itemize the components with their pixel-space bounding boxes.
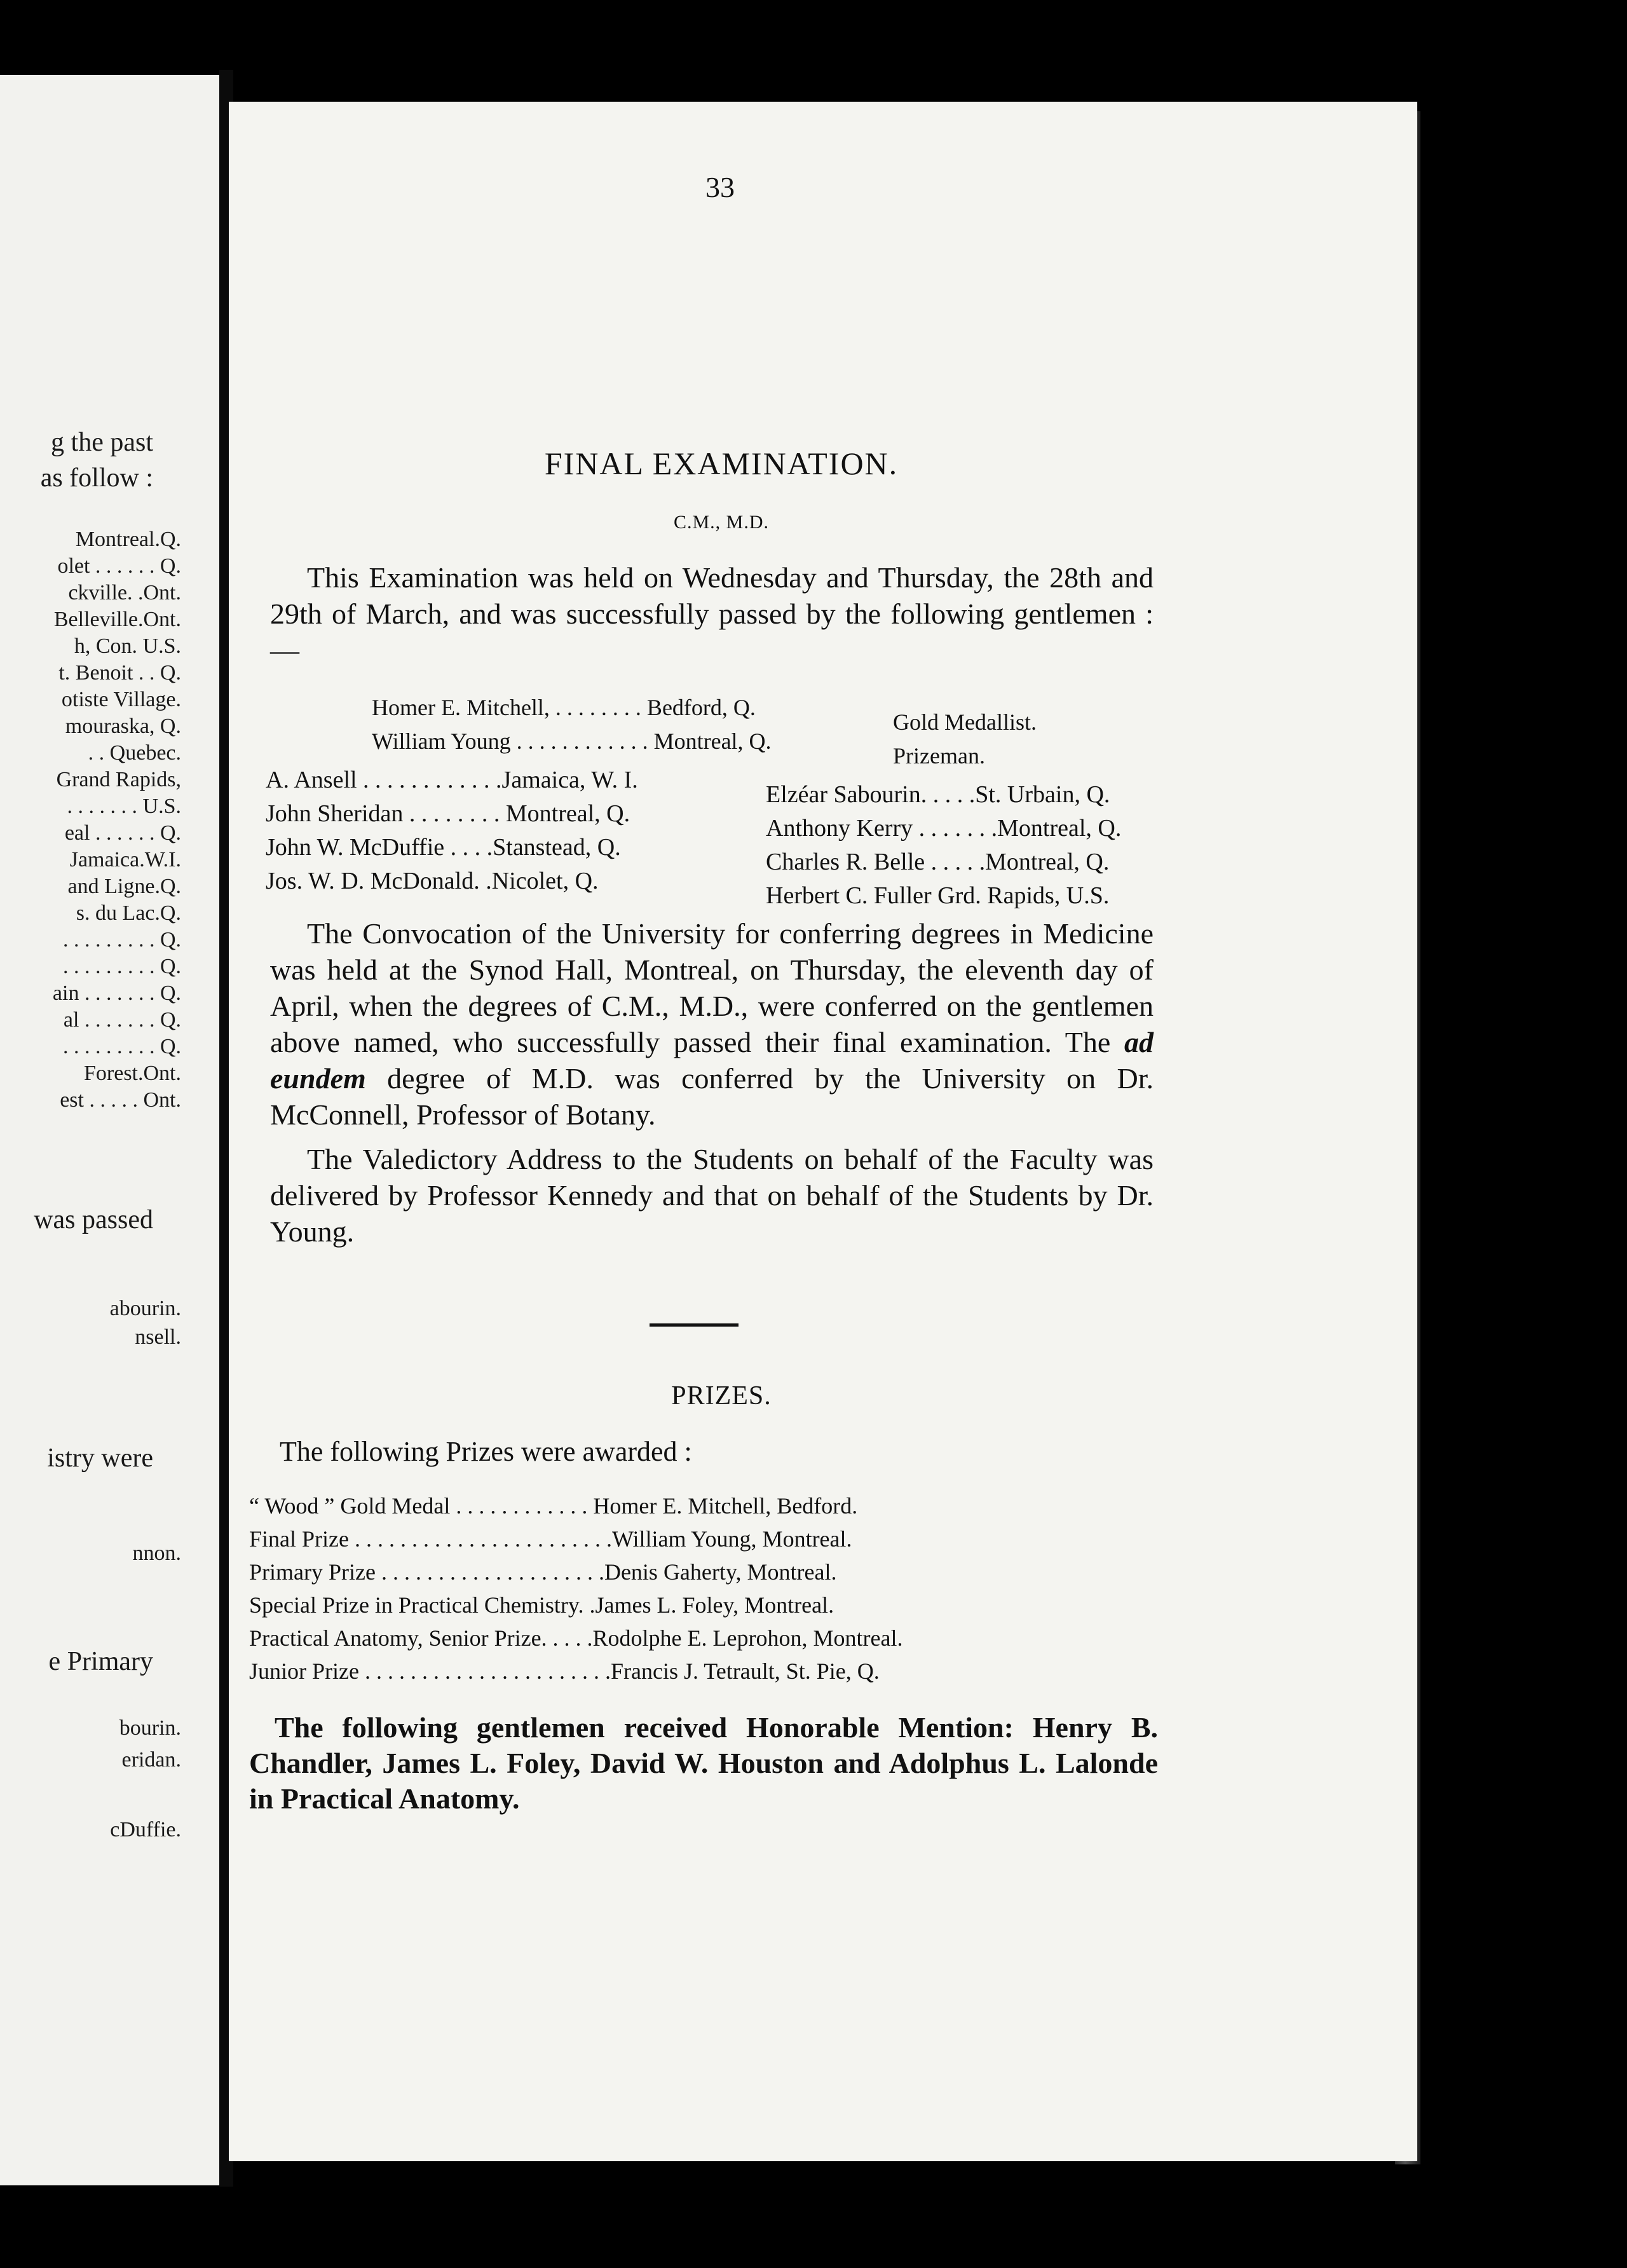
left-page-line: mouraska, Q. [65, 714, 181, 738]
left-page-line: h, Con. U.S. [74, 634, 181, 658]
convocation-text: The Convocation of the University for conferring degrees in Medicine was held at the Synod Hall, Montreal, on Thursday, the eleventh day of April, when the degrees of C.M., M.D., were conferred on the gentlemen above named, who successfully passed their final examination. The [270, 917, 1154, 1058]
convocation-paragraph [270, 915, 1154, 1133]
prize-row: Practical Anatomy, Senior Prize. . . . .Rodolphe E. Leprohon, Montreal. [249, 1625, 903, 1651]
prize-row: Final Prize . . . . . . . . . . . . . . . . . . . . . . .William Young, Montreal. [249, 1526, 852, 1552]
graduate-entry: John Sheridan . . . . . . . . Montreal, Q. [266, 800, 630, 827]
left-page-line: abourin. [109, 1297, 181, 1320]
prize-row: Junior Prize . . . . . . . . . . . . . . . . . . . . . .Francis J. Tetrault, St. Pie, Q. [249, 1658, 880, 1684]
convocation-text-end: degree of M.D. was conferred by the University on Dr. McConnell, Professor of Botany. [270, 1062, 1154, 1131]
left-page-line: ckville. .Ont. [68, 581, 181, 605]
honorable-mention-text: The following gentlemen received Honorable Mention: Henry B. Chandler, James L. Foley, David W. Houston and Adolphus L. Lalonde in Practical Anatomy. [249, 1711, 1158, 1815]
left-page [0, 75, 219, 2185]
degree-subtitle: C.M., M.D. [673, 512, 770, 533]
valedictory-text: The Valedictory Address to the Students on behalf of the Faculty was delivered by Professor Kennedy and that on behalf of the Students by Dr. Young. [270, 1143, 1154, 1248]
medalist-entry: Homer E. Mitchell, . . . . . . . . Bedford, Q. [372, 695, 756, 720]
left-page-line: Forest.Ont. [84, 1062, 181, 1085]
prize-row: Special Prize in Practical Chemistry. .James L. Foley, Montreal. [249, 1592, 834, 1618]
graduate-entry: John W. McDuffie . . . .Stanstead, Q. [266, 834, 621, 861]
left-page-line: . . . . . . . U.S. [67, 795, 181, 818]
left-page-line: Jamaica.W.I. [69, 848, 181, 871]
left-page-line: g the past [51, 428, 153, 457]
exam-intro [270, 559, 1154, 668]
prizes-title: PRIZES. [671, 1381, 772, 1411]
honorable-mention [249, 1710, 1158, 1817]
prize-row: Primary Prize . . . . . . . . . . . . . . . . . . . .Denis Gaherty, Montreal. [249, 1559, 837, 1585]
left-page-line: s. du Lac.Q. [76, 901, 181, 925]
graduate-entry: A. Ansell . . . . . . . . . . . .Jamaica, W. I. [266, 767, 638, 793]
left-page-line: al . . . . . . . Q. [63, 1008, 181, 1032]
prizes-intro: The following Prizes were awarded : [280, 1436, 692, 1467]
graduate-entry: Herbert C. Fuller Grd. Rapids, U.S. [766, 882, 1110, 909]
graduate-entry: Anthony Kerry . . . . . . .Montreal, Q. [766, 815, 1122, 842]
left-page-line: cDuffie. [110, 1818, 181, 1841]
valedictory-paragraph [270, 1141, 1154, 1250]
prize-row: “ Wood ” Gold Medal . . . . . . . . . . . . Homer E. Mitchell, Bedford. [249, 1493, 858, 1519]
left-page-line: est . . . . . Ont. [60, 1088, 181, 1112]
left-page-line: . . . . . . . . . Q. [62, 1035, 181, 1058]
graduate-entry: Jos. W. D. McDonald. .Nicolet, Q. [266, 868, 599, 894]
left-page-line: e Primary [48, 1647, 153, 1676]
left-page-line: . . . . . . . . . Q. [62, 955, 181, 978]
left-page-line: olet . . . . . . Q. [57, 554, 181, 578]
left-page-line: was passed [34, 1205, 153, 1234]
ad-eundem-term: ad eundem [270, 1026, 1154, 1095]
left-page-line: otiste Village. [61, 688, 181, 711]
exam-intro-text: This Examination was held on Wednesday and Thursday, the 28th and 29th of March, and was successfully passed by the following gentlemen :— [270, 561, 1154, 666]
medalist-note: Gold Medallist. [893, 709, 1037, 735]
left-page-line: . . . . . . . . . Q. [62, 928, 181, 952]
section-title: FINAL EXAMINATION. [544, 446, 899, 481]
left-page-line: as follow : [40, 463, 153, 493]
page-number: 33 [705, 171, 735, 203]
section-divider [650, 1323, 739, 1327]
left-page-line: ain . . . . . . . Q. [52, 981, 181, 1005]
left-page-line: and Ligne.Q. [67, 875, 181, 898]
left-page-line: . . Quebec. [88, 741, 181, 765]
left-page-line: eridan. [121, 1748, 181, 1772]
left-page-line: Montreal.Q. [75, 528, 181, 551]
left-page-line: Belleville.Ont. [53, 608, 181, 631]
left-page-line: t. Benoit . . Q. [58, 661, 181, 685]
graduate-entry: Elzéar Sabourin. . . . .St. Urbain, Q. [766, 781, 1110, 808]
medalist-entry: William Young . . . . . . . . . . . . Montreal, Q. [372, 728, 772, 754]
left-page-line: eal . . . . . . Q. [64, 821, 181, 845]
left-page-line: nnon. [132, 1541, 181, 1565]
left-page-line: bourin. [119, 1716, 181, 1740]
left-page-line: istry were [47, 1444, 153, 1473]
left-page-line: nsell. [135, 1325, 181, 1349]
graduate-entry: Charles R. Belle . . . . .Montreal, Q. [766, 849, 1110, 875]
left-page-line: Grand Rapids, [56, 768, 181, 791]
medalist-note: Prizeman. [893, 743, 985, 769]
